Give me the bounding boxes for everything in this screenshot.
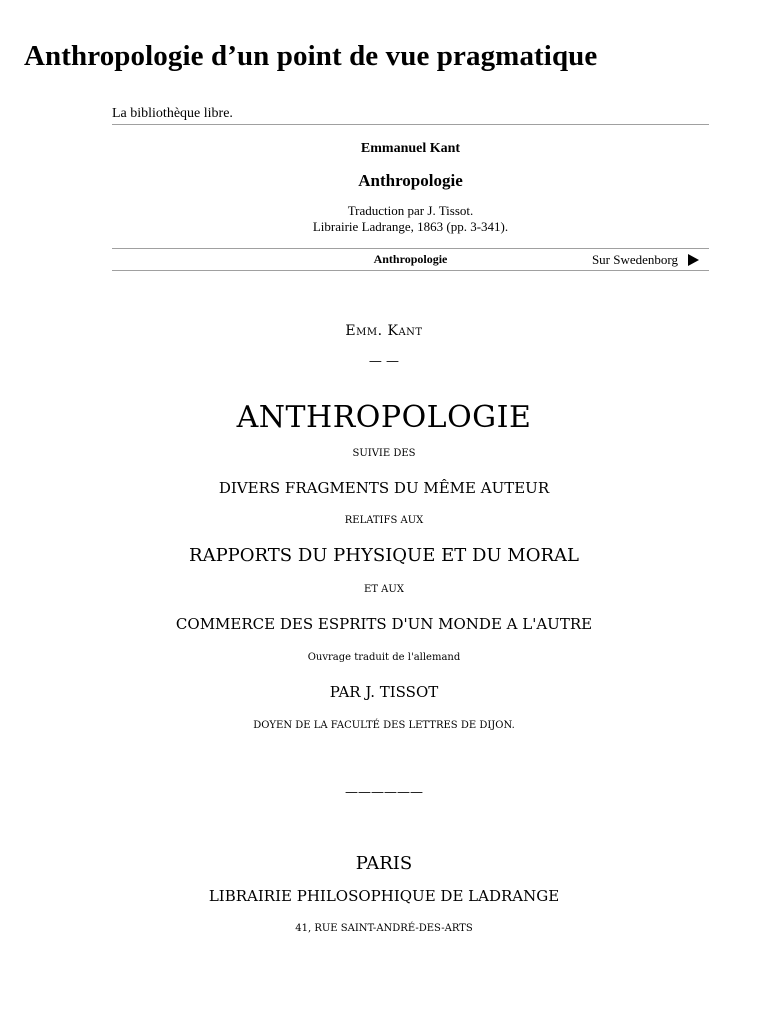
translator[interactable]: Traduction par J. Tissot. [347,203,474,218]
tp-fragments: DIVERS FRAGMENTS DU MÊME AUTEUR [218,479,550,497]
work-title: Anthropologie [358,171,463,190]
nav-current-chapter: Anthropologie [373,252,448,266]
tp-main-title: ANTHROPOLOGIE [236,400,532,435]
nav-next-link[interactable] [592,252,699,268]
author-name[interactable]: Emmanuel Kant [360,141,461,156]
chapter-nav [112,248,709,271]
translation-info [112,203,709,235]
tp-rapports: RAPPORTS DU PHYSIQUE ET DU MORAL [189,545,579,566]
page-title: Anthropologie d’un point de vue pragmatique [24,40,598,72]
tp-suivie-des: SUIVIE DES [352,448,416,459]
tp-et-aux: ET AUX [364,584,404,595]
tp-separator-long: —————— [345,785,423,800]
tp-librairie: LIBRAIRIE PHILOSOPHIQUE DE LADRANGE [208,887,560,905]
tagline: La bibliothèque libre. [112,104,709,125]
tp-author: Emm. Kant [345,323,423,339]
arrow-right-icon[interactable] [688,254,699,266]
publisher-info: Librairie Ladrange, 1863 (pp. 3-341). [312,219,509,234]
nav-next-label[interactable]: Sur Swedenborg [591,252,678,267]
tp-address: 41, RUE SAINT-ANDRÉ-DES-ARTS [295,923,473,934]
tp-relatifs-aux: RELATIFS AUX [344,515,424,526]
tp-ouvrage: Ouvrage traduit de l'allemand [307,652,461,663]
tp-commerce: COMMERCE DES ESPRITS D'UN MONDE A L'AUTRE [175,615,593,633]
tp-doyen: DOYEN DE LA FACULTÉ DES LETTRES DE DIJON. [253,720,515,731]
tp-separator-short: — — [368,354,400,369]
tp-city: PARIS [355,853,413,874]
tp-par: PAR J. TISSOT [329,683,439,701]
header-block [112,104,709,271]
